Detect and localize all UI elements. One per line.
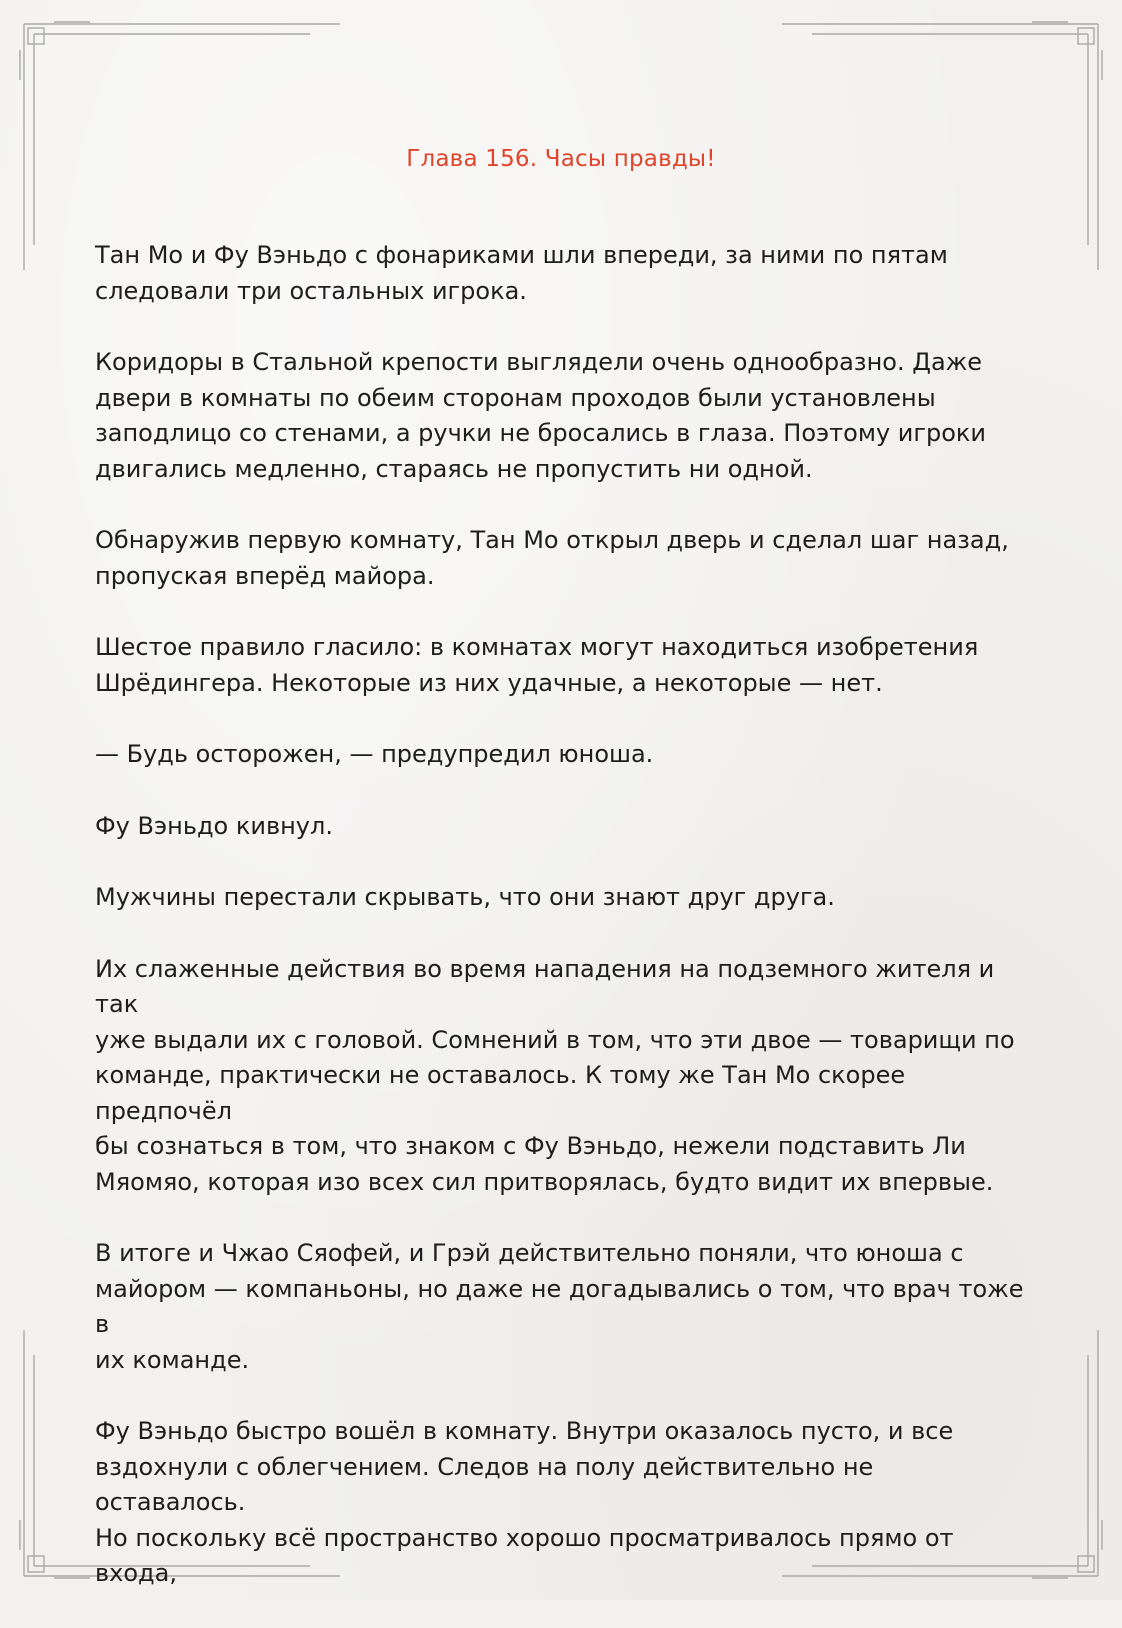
text-line: их команде. bbox=[95, 1345, 250, 1374]
paragraph bbox=[95, 809, 1030, 845]
text-line: Тан Мо и Фу Вэньдо с фонариками шли впереди, за ними по пятам bbox=[95, 241, 948, 269]
text-line: бы сознаться в том, что знаком с Фу Вэньдо, нежели подставить Ли bbox=[95, 1132, 966, 1160]
paragraph bbox=[95, 1236, 1030, 1378]
text-line: Фу Вэньдо кивнул. bbox=[95, 811, 333, 840]
paragraph bbox=[95, 345, 1030, 487]
text-line: двери в комнаты по обеим сторонам проходов были установлены bbox=[95, 383, 936, 412]
text-line: уже выдали их с головой. Сомнений в том, что эти двое — товарищи по bbox=[95, 1025, 1015, 1054]
text-line: заподлицо со стенами, а ручки не бросались в глаза. Поэтому игроки bbox=[95, 419, 986, 447]
paragraph bbox=[95, 737, 1030, 773]
text-line: Обнаружив первую комнату, Тан Мо открыл дверь и сделал шаг назад, bbox=[95, 526, 1009, 554]
paragraph bbox=[95, 880, 1030, 916]
chapter-title: Глава 156. Часы правды! bbox=[406, 146, 716, 172]
text-line: Фу Вэньдо быстро вошёл в комнату. Внутри оказалось пусто, и все bbox=[95, 1417, 954, 1445]
paragraph bbox=[95, 1414, 1030, 1592]
text-line: пропуская вперёд майора. bbox=[95, 561, 435, 590]
paragraph bbox=[95, 630, 1030, 701]
text-line: Шрёдингера. Некоторые из них удачные, а некоторые — нет. bbox=[95, 668, 883, 697]
text-line: В итоге и Чжао Сяофей, и Грэй действительно поняли, что юноша с bbox=[95, 1239, 964, 1267]
text-line: Шестое правило гласило: в комнатах могут находиться изобретения bbox=[95, 633, 979, 661]
text-line: Мяомяо, которая изо всех сил притворялась, будто видит их впервые. bbox=[95, 1167, 994, 1196]
text-line: следовали три остальных игрока. bbox=[95, 276, 527, 305]
text-line: Их слаженные действия во время нападения на подземного жителя и так bbox=[95, 954, 995, 1018]
paragraph bbox=[95, 523, 1030, 594]
text-line: майором — компаньоны, но даже не догадывались о том, что врач тоже в bbox=[95, 1274, 1024, 1338]
text-line: двигались медленно, стараясь не пропустить ни одной. bbox=[95, 454, 813, 483]
text-line: вздохнули с облегчением. Следов на полу действительно не оставалось. bbox=[95, 1452, 874, 1516]
text-line: Коридоры в Стальной крепости выглядели очень однообразно. Даже bbox=[95, 348, 983, 376]
paragraph bbox=[95, 238, 1030, 309]
text-line: команде, практически не оставалось. К тому же Тан Мо скорее предпочёл bbox=[95, 1061, 906, 1125]
paragraph bbox=[95, 952, 1030, 1201]
text-line: — Будь осторожен, — предупредил юноша. bbox=[95, 740, 654, 768]
text-line: Но поскольку всё пространство хорошо просматривалось прямо от входа, bbox=[95, 1523, 954, 1587]
text-line: Мужчины перестали скрывать, что они знают друг друга. bbox=[95, 883, 835, 911]
chapter-body bbox=[95, 238, 1030, 1628]
